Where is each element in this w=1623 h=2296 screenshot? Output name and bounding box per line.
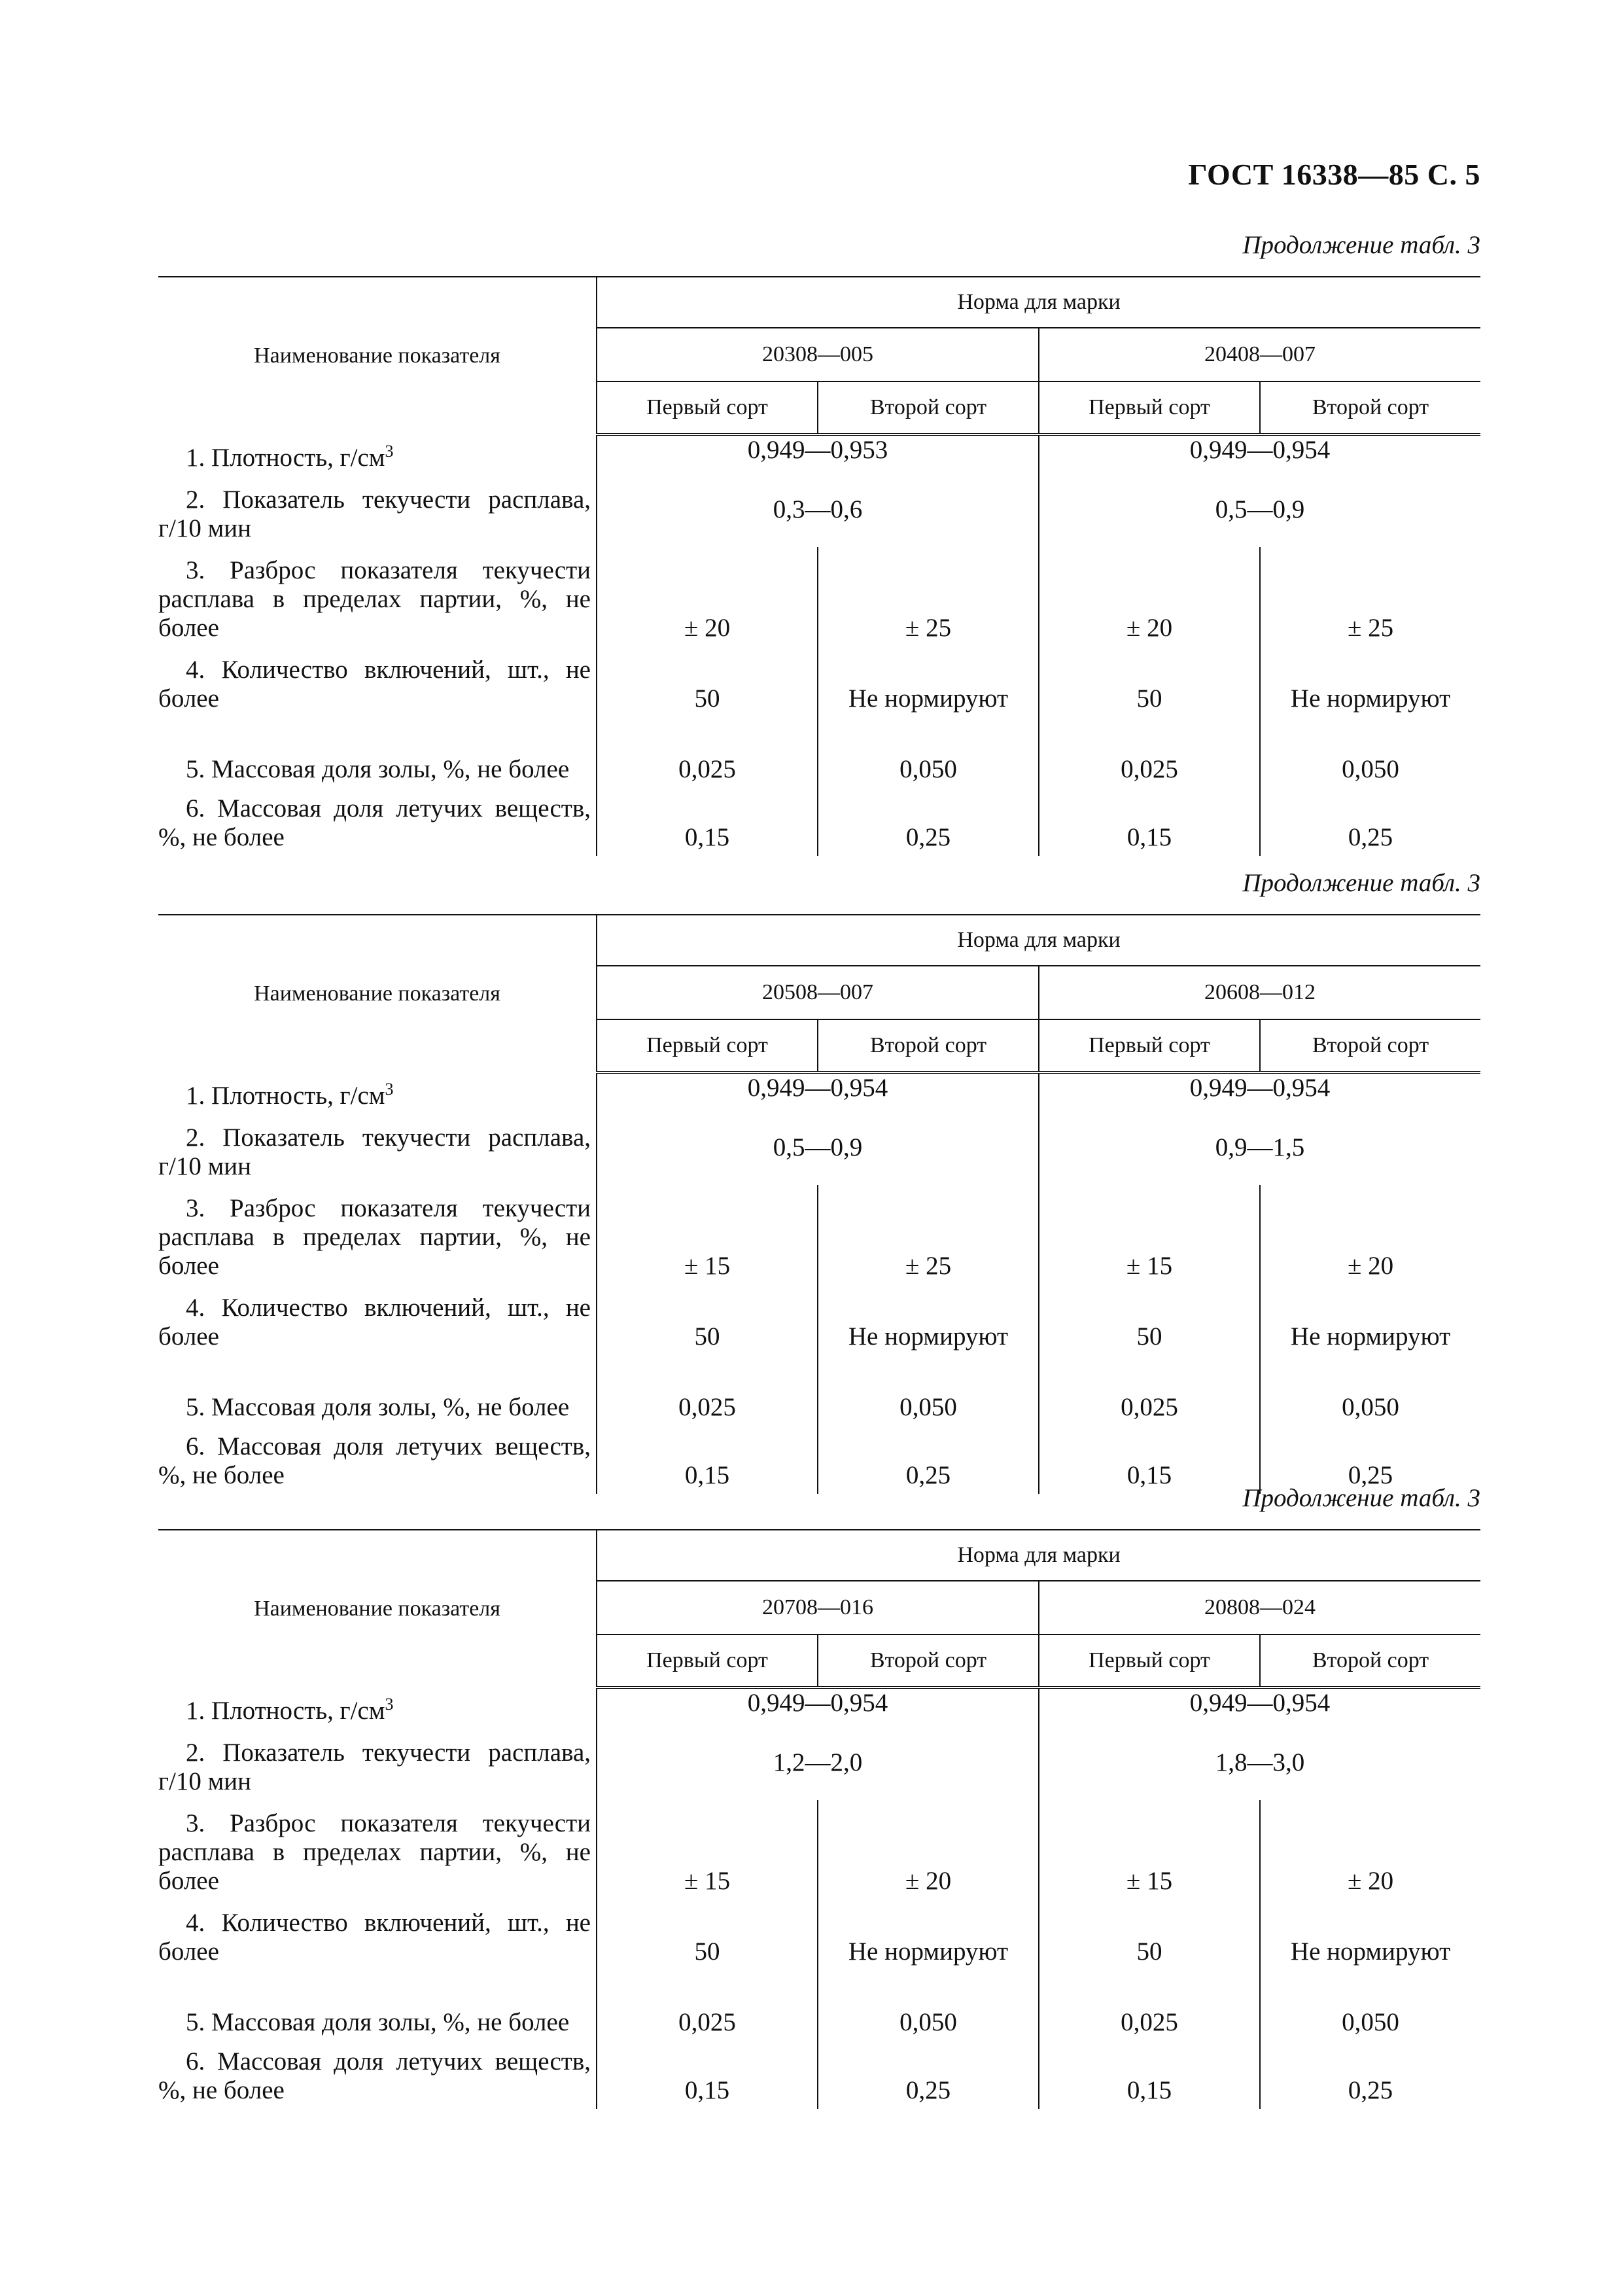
value-cell: 0,25 <box>818 1426 1039 1494</box>
value-cell: ± 20 <box>818 1800 1039 1899</box>
table-block-1 <box>158 229 1480 856</box>
value-cell: ± 25 <box>818 547 1039 646</box>
column-header-grade: Второй сорт <box>818 1019 1039 1072</box>
column-header-grade: Первый сорт <box>597 381 818 434</box>
row-label: 3. Разброс показателя текучести расплава в пределах партии, %, не более <box>158 547 597 646</box>
value-cell: 0,050 <box>1342 2008 1399 2036</box>
value-cell: 0,949—0,954 <box>597 1687 1039 1729</box>
value-cell: 0,949—0,954 <box>1189 1074 1331 1102</box>
column-header-grade: Второй сорт <box>1260 1634 1480 1687</box>
value-cell: 50 <box>597 1899 818 1970</box>
value-cell: 50 <box>1039 646 1260 717</box>
value-cell: 0,025 <box>597 1970 818 2041</box>
row-label: 1. Плотность, $г/см^3$ <box>158 1072 597 1114</box>
column-header-grade: Второй сорт <box>1260 381 1480 434</box>
table-row <box>158 434 1480 476</box>
table-row <box>158 717 1480 788</box>
table-row <box>158 1114 1480 1185</box>
column-header-mark-2: 20408—007 <box>1039 328 1480 381</box>
column-header-grade: Первый сорт <box>1039 1019 1260 1072</box>
value-cell: ± 20 <box>1347 1252 1394 1280</box>
table-row <box>158 2041 1480 2109</box>
value-cell: ± 20 <box>597 547 818 646</box>
row-label: 6. Массовая доля летучих веществ, %, не более <box>158 1426 597 1494</box>
value-cell: 50 <box>1039 1899 1260 1970</box>
value-cell: 0,25 <box>818 788 1039 856</box>
spec-table-1 <box>158 276 1480 856</box>
value-cell: ± 15 <box>1039 1800 1260 1899</box>
table-row <box>158 1284 1480 1355</box>
value-cell: Не нормируют <box>1290 1322 1451 1351</box>
value-cell: 0,9—1,5 <box>1215 1133 1305 1161</box>
value-cell: 0,5—0,9 <box>1215 495 1305 523</box>
column-header-norm: Норма для марки <box>597 1530 1480 1581</box>
value-cell: 1,8—3,0 <box>1215 1748 1305 1776</box>
value-cell: Не нормируют <box>818 1284 1039 1355</box>
row-label: 5. Массовая доля золы, %, не более <box>158 717 597 788</box>
column-header-name: Наименование показателя <box>158 915 597 1072</box>
table-row <box>158 788 1480 856</box>
value-cell: 0,25 <box>1348 2076 1393 2104</box>
value-cell: 0,15 <box>597 788 818 856</box>
row-label: 5. Массовая доля золы, %, не более <box>158 1355 597 1426</box>
table-row <box>158 646 1480 717</box>
column-header-mark-2: 20608—012 <box>1039 966 1480 1019</box>
value-cell: 0,949—0,953 <box>597 434 1039 476</box>
column-header-grade: Второй сорт <box>1260 1019 1480 1072</box>
column-header-norm: Норма для марки <box>597 277 1480 328</box>
value-cell: 0,15 <box>1039 1426 1260 1494</box>
value-cell: 0,15 <box>1039 788 1260 856</box>
value-cell: 0,3—0,6 <box>597 476 1039 547</box>
value-cell: Не нормируют <box>1290 1937 1451 1966</box>
value-cell: 0,050 <box>1342 755 1399 783</box>
column-header-mark-1: 20708—016 <box>597 1581 1039 1634</box>
row-label: 4. Количество включений, шт., не более <box>158 1899 597 1970</box>
table-row <box>158 1970 1480 2041</box>
row-label: 3. Разброс показателя текучести расплава в пределах партии, %, не более <box>158 1800 597 1899</box>
row-label: 1. Плотность, $г/см^3$ <box>158 1687 597 1729</box>
table-row <box>158 1072 1480 1114</box>
value-cell: 50 <box>597 1284 818 1355</box>
value-cell: Не нормируют <box>818 646 1039 717</box>
row-label: 2. Показатель текучести расплава, г/10 мин <box>158 476 597 547</box>
column-header-mark-1: 20308—005 <box>597 328 1039 381</box>
value-cell: ± 25 <box>1347 614 1394 642</box>
value-cell: Не нормируют <box>1290 684 1451 713</box>
row-label: 4. Количество включений, шт., не более <box>158 1284 597 1355</box>
page-header: ГОСТ 16338—85 С. 5 <box>1188 158 1480 191</box>
value-cell: 0,050 <box>818 717 1039 788</box>
value-cell: 1,2—2,0 <box>597 1729 1039 1800</box>
spec-table-2 <box>158 914 1480 1494</box>
column-header-name: Наименование показателя <box>158 1530 597 1687</box>
column-header-name: Наименование показателя <box>158 277 597 434</box>
row-label: 6. Массовая доля летучих веществ, %, не более <box>158 2041 597 2109</box>
value-cell: 0,25 <box>818 2041 1039 2109</box>
value-cell: 0,025 <box>1039 1355 1260 1426</box>
value-cell: ± 15 <box>597 1185 818 1284</box>
table-caption: Продолжение табл. 3 <box>1242 869 1480 897</box>
row-label: 6. Массовая доля летучих веществ, %, не более <box>158 788 597 856</box>
value-cell: 0,050 <box>818 1355 1039 1426</box>
column-header-norm: Норма для марки <box>597 915 1480 966</box>
value-cell: 0,949—0,954 <box>597 1072 1039 1114</box>
value-cell: ± 15 <box>597 1800 818 1899</box>
value-cell: 0,050 <box>818 1970 1039 2041</box>
value-cell: 0,15 <box>597 2041 818 2109</box>
value-cell: ± 25 <box>818 1185 1039 1284</box>
column-header-mark-1: 20508—007 <box>597 966 1039 1019</box>
column-header-mark-2: 20808—024 <box>1039 1581 1480 1634</box>
value-cell: 0,949—0,954 <box>1189 436 1331 464</box>
table-block-3 <box>158 1482 1480 2109</box>
value-cell: 0,15 <box>1039 2041 1260 2109</box>
column-header-grade: Второй сорт <box>818 1634 1039 1687</box>
table-row <box>158 1355 1480 1426</box>
row-label: 2. Показатель текучести расплава, г/10 мин <box>158 1114 597 1185</box>
table-row <box>158 476 1480 547</box>
table-row <box>158 1800 1480 1899</box>
table-row <box>158 1899 1480 1970</box>
row-label: 4. Количество включений, шт., не более <box>158 646 597 717</box>
row-label: 3. Разброс показателя текучести расплава в пределах партии, %, не более <box>158 1185 597 1284</box>
column-header-grade: Первый сорт <box>1039 1634 1260 1687</box>
value-cell: ± 20 <box>1347 1867 1394 1895</box>
row-label: 5. Массовая доля золы, %, не более <box>158 1970 597 2041</box>
value-cell: 0,5—0,9 <box>597 1114 1039 1185</box>
value-cell: Не нормируют <box>818 1899 1039 1970</box>
value-cell: 0,025 <box>597 1355 818 1426</box>
value-cell: 50 <box>1039 1284 1260 1355</box>
value-cell: 0,25 <box>1348 1461 1393 1489</box>
row-label: 1. Плотность, $г/см^3$ <box>158 434 597 476</box>
value-cell: 0,025 <box>597 717 818 788</box>
column-header-grade: Второй сорт <box>818 381 1039 434</box>
column-header-grade: Первый сорт <box>597 1634 818 1687</box>
value-cell: ± 15 <box>1039 1185 1260 1284</box>
value-cell: 0,25 <box>1348 823 1393 851</box>
column-header-grade: Первый сорт <box>597 1019 818 1072</box>
value-cell: 50 <box>597 646 818 717</box>
table-block-2 <box>158 867 1480 1494</box>
table-row <box>158 1729 1480 1800</box>
value-cell: 0,025 <box>1039 717 1260 788</box>
value-cell: 0,050 <box>1342 1393 1399 1421</box>
table-row <box>158 547 1480 646</box>
table-caption: Продолжение табл. 3 <box>1242 231 1480 259</box>
value-cell: 0,949—0,954 <box>1189 1689 1331 1717</box>
value-cell: ± 20 <box>1039 547 1260 646</box>
value-cell: 0,025 <box>1039 1970 1260 2041</box>
table-row <box>158 1185 1480 1284</box>
table-caption: Продолжение табл. 3 <box>1242 1484 1480 1512</box>
value-cell: 0,15 <box>597 1426 818 1494</box>
spec-table-3 <box>158 1529 1480 2109</box>
row-label: 2. Показатель текучести расплава, г/10 мин <box>158 1729 597 1800</box>
column-header-grade: Первый сорт <box>1039 381 1260 434</box>
table-row <box>158 1687 1480 1729</box>
